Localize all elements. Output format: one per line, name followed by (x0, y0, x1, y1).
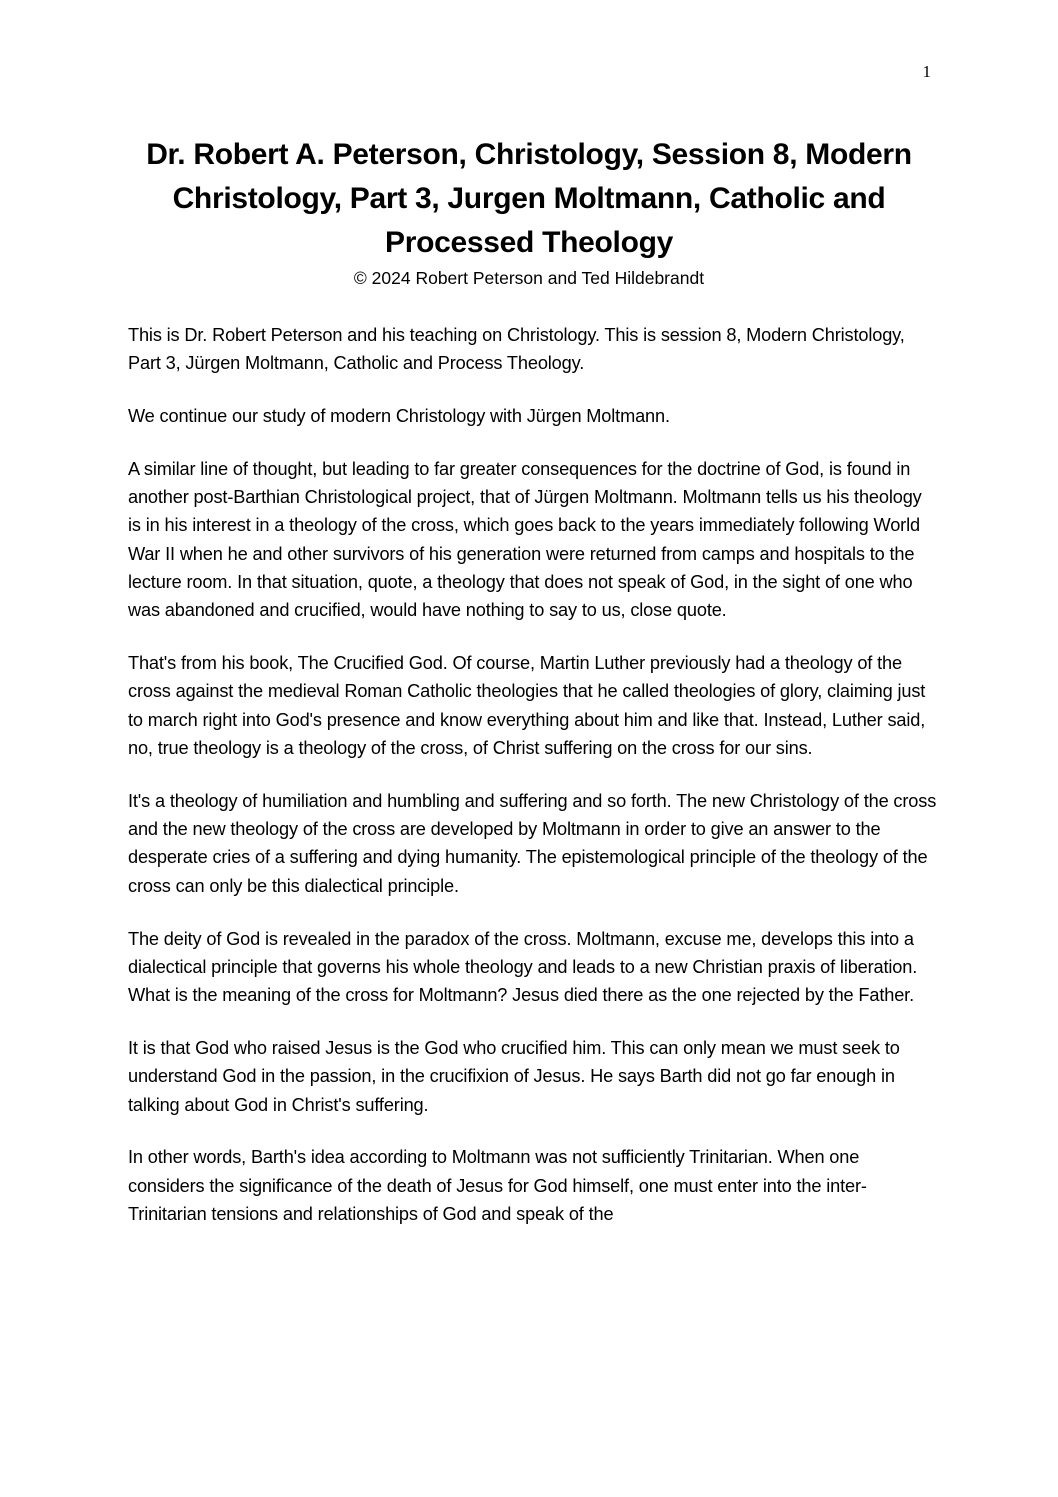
paragraph: That's from his book, The Crucified God. Of course, Martin Luther previously had a theology of the cross against the medieval Roman Catholic theologies that he called theologies of glory, claiming just to march right into God's presence and know everything about him and like that. Instead, Luther said, no, true theology is a theology of the cross, of Christ suffering on the cross for our sins. (128, 653, 926, 759)
page-number: 1 (922, 62, 931, 81)
paragraph: In other words, Barth's idea according to Moltmann was not sufficiently Trinitarian. When one considers the significance of the death of Jesus for God himself, one must enter into the inter-Trinitarian tensions and relationships of God and speak of the (128, 1147, 867, 1224)
paragraph: The deity of God is revealed in the paradox of the cross. Moltmann, excuse me, develops this into a dialectical principle that governs his whole theology and leads to a new Christian praxis of liberation. What is the meaning of the cross for Moltmann? Jesus died there as the one rejected by the Father. (128, 928, 918, 1006)
document-title: Dr. Robert A. Peterson, Christology, Session 8, Modern Christology, Part 3, Jurgen Moltmann, Catholic and Processed Theology (146, 138, 912, 259)
copyright-line: © 2024 Robert Peterson and Ted Hildebrandt (353, 268, 705, 288)
paragraph: It's a theology of humiliation and humbling and suffering and so forth. The new Christology of the cross and the new theology of the cross are developed by Moltmann in order to give an answer to the desperate cries of a suffering and dying humanity. The epistemological principle of the theology of the cross can only be this dialectical principle. (128, 790, 937, 896)
document-body (128, 321, 938, 1253)
paragraph: It is that God who raised Jesus is the God who crucified him. This can only mean we must seek to understand God in the passion, in the crucifixion of Jesus. He says Barth did not go far enough in talking about God in Christ's suffering. (128, 1037, 900, 1115)
paragraph: A similar line of thought, but leading to far greater consequences for the doctrine of God, is found in another post-Barthian Christological project, that of Jürgen Moltmann. Moltmann tells us his theology is in his interest in a theology of the cross, which goes back to the years immediately following World War II when he and other survivors of his generation were returned from camps and hospitals to the lecture room. In that situation, quote, a theology that does not speak of God, in the sight of one who was abandoned and crucified, would have nothing to say to us, close quote. (128, 458, 922, 621)
title-block (120, 133, 938, 291)
paragraph: This is Dr. Robert Peterson and his teaching on Christology. This is session 8, Modern Christology, Part 3, Jürgen Moltmann, Catholic and Process Theology. (128, 325, 905, 374)
paragraph: We continue our study of modern Christology with Jürgen Moltmann. (128, 406, 670, 427)
